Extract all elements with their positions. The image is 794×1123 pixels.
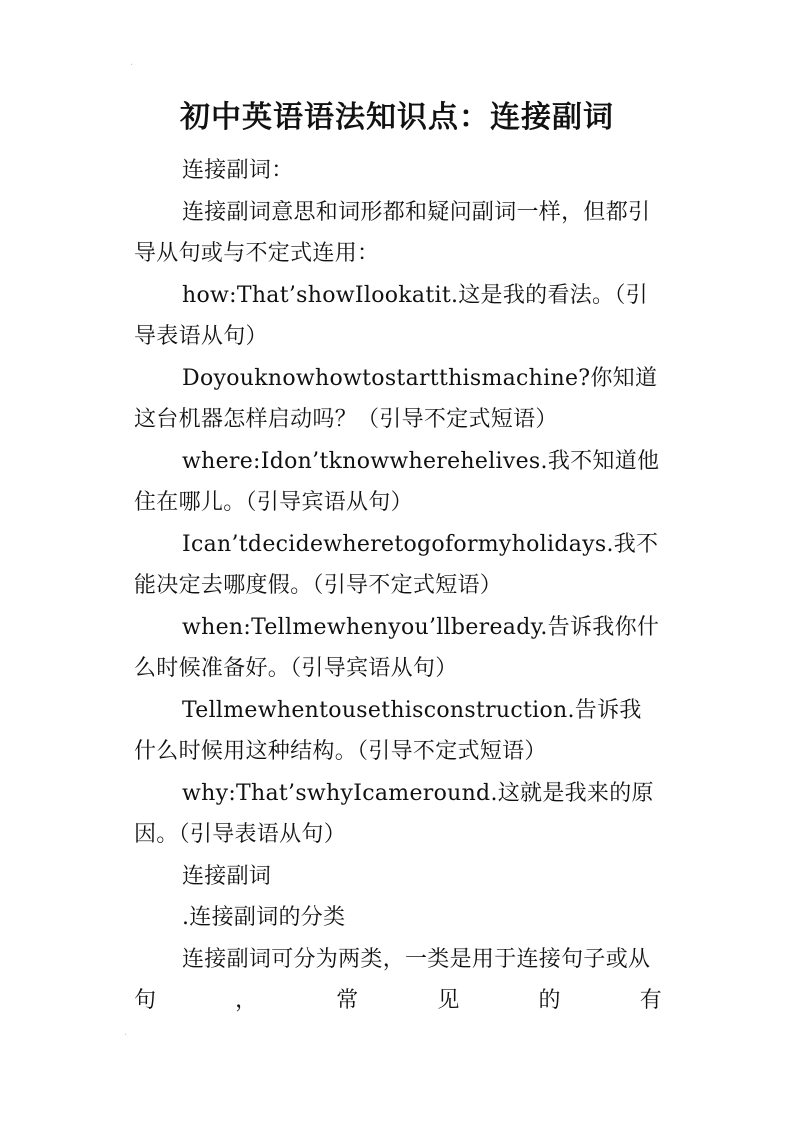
paragraph: 连接副词意思和词形都和疑问副词一样，但都引导从句或与不定式连用： [134, 199, 651, 266]
paragraph: 连接副词可分为两类，一类是用于连接句子或从句，常见的有 [134, 946, 662, 1013]
paragraph: when:Tellmewhenyou’llbeready.告诉我你什么时候准备好。（引导宾语从句） [134, 614, 660, 681]
paragraph: Doyouknowhowtostartthismachine?你知道这台机器怎样启动吗？（引导不定式短语） [134, 365, 658, 432]
paragraph: where:Idon’tknowwherehelives.我不知道他住在哪儿。（引导宾语从句） [134, 448, 660, 515]
paragraph: 连接副词 [182, 863, 272, 889]
paragraph: Ican’tdecidewheretogoformyholidays.我不能决定去哪度假。（引导不定式短语） [134, 531, 659, 598]
paragraph: Tellmewhentousethisconstruction.告诉我什么时候用这种结构。（引导不定式短语） [134, 697, 642, 764]
paragraph: .连接副词的分类 [182, 905, 346, 930]
scan-speck: · [130, 60, 134, 71]
paragraph: why:That’swhyIcameround.这就是我来的原因。（引导表语从句） [134, 780, 654, 847]
document-title: 初中英语语法知识点：连接副词 [180, 100, 614, 135]
paragraph: how:That’showIlookatit.这是我的看法。（引导表语从句） [134, 282, 648, 349]
scan-speck: · [124, 1030, 128, 1041]
paragraph: 连接副词： [182, 158, 294, 183]
document-body [134, 150, 662, 1022]
